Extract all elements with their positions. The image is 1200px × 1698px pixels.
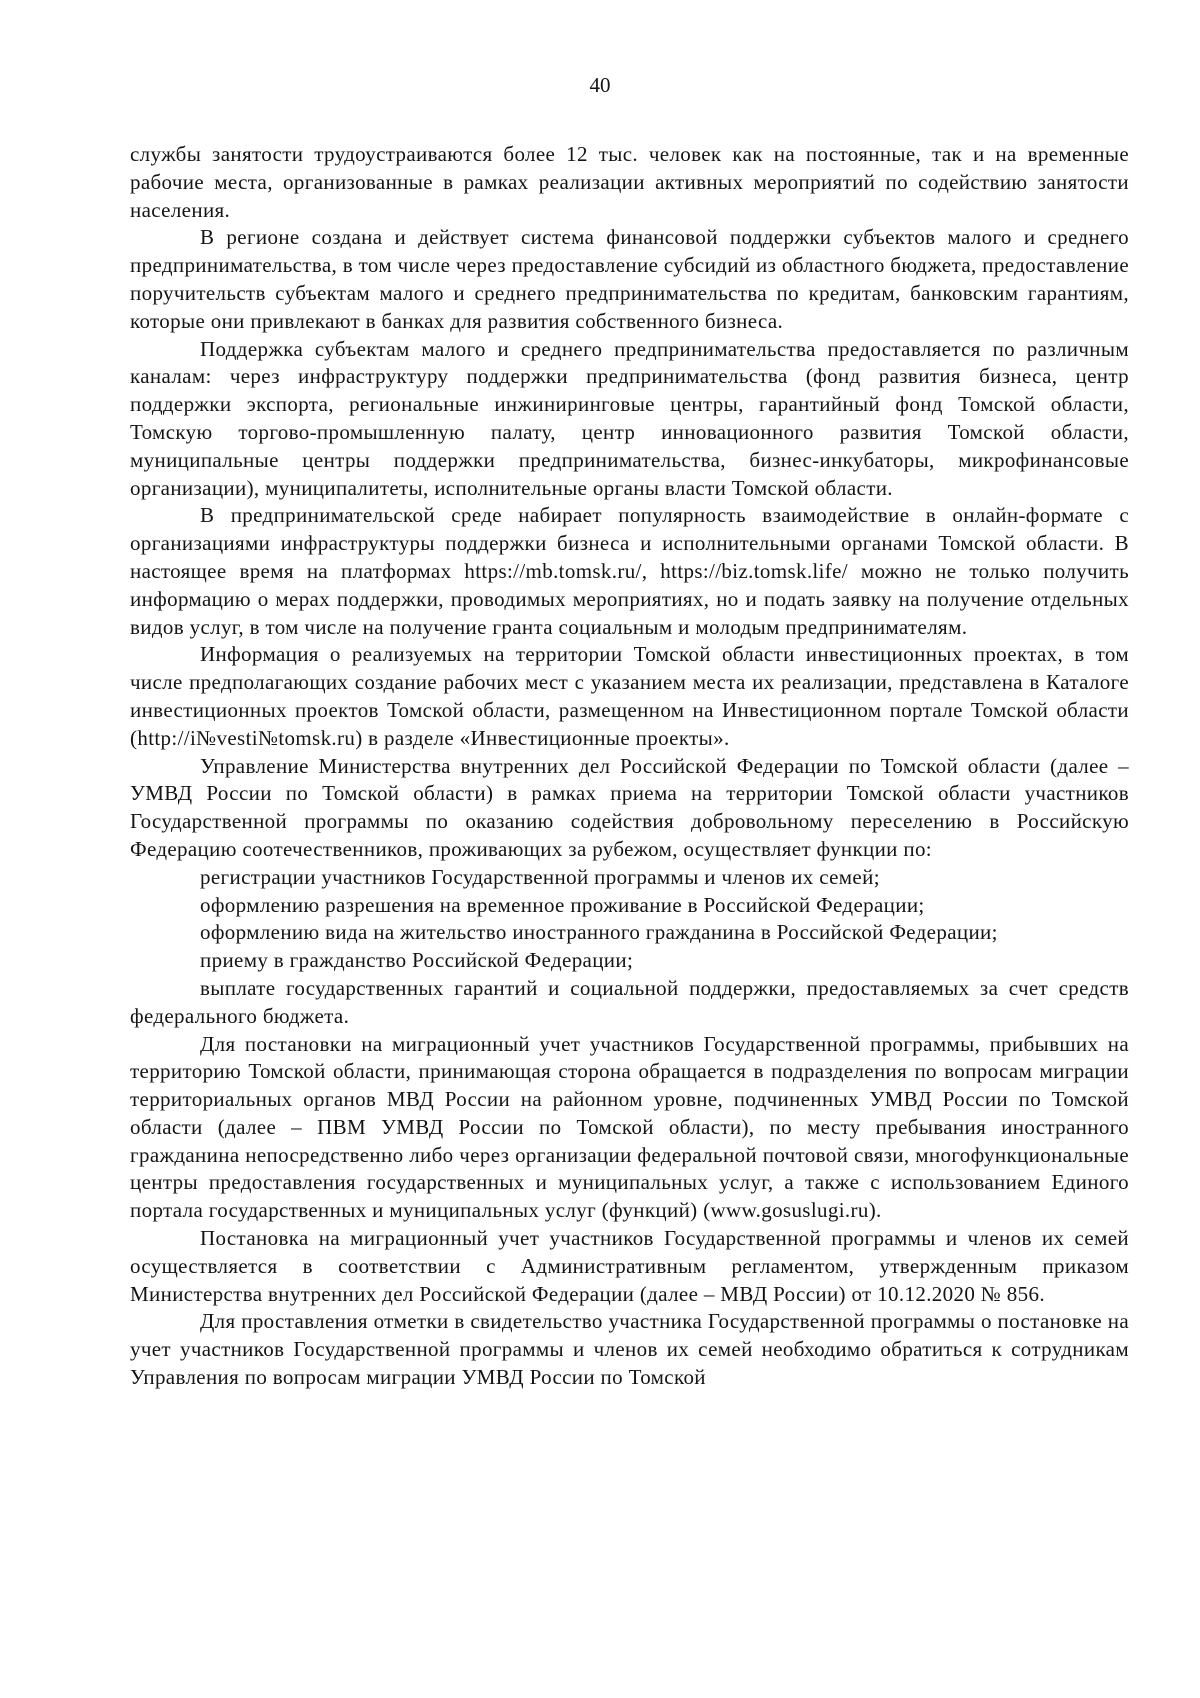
paragraph-migration-registration: Для постановки на миграционный учет участников Государственной программы, прибывших на территорию Томской области, принимающая сторона обращается в подразделения по вопросам миграции территориальных органов МВД России на районном уровне, подчиненных УМВД России по Томской области (далее – ПВМ УМВД России по Томской области), по месту пребывания иностранного гражданина непосредственно либо через организации федеральной почтовой связи, многофункциональные центры предоставления государственных и муниципальных услуг, а также с использованием Единого портала государственных и муниципальных услуг (функций) (www.gosuslugi.ru). [130, 1031, 1129, 1223]
list-item: приему в гражданство Российской Федерации; [200, 948, 634, 973]
paragraph-financial-support: В регионе создана и действует система финансовой поддержки субъектов малого и среднего предпринимательства, в том числе через предоставление субсидий из областного бюджета, предоставление поручительств субъектам малого и среднего предпринимательства по кредитам, банковским гарантиям, которые они привлекают в банках для развития собственного бизнеса. [130, 225, 1129, 333]
document-body [130, 141, 1129, 1392]
paragraph-employment: службы занятости трудоустраиваются более 12 тыс. человек как на постоянные, так и на временные рабочие места, организованные в рамках реализации активных мероприятий по содействию занятости населения. [130, 142, 1129, 222]
paragraph-investment-projects: Информация о реализуемых на территории Томской области инвестиционных проектах, в том числе предполагающих создание рабочих мест с указанием места их реализации, представлена в Каталоге инвестиционных проектов Томской области, размещенном на Инвестиционном портале Томской области (http://i№vesti№tomsk.ru) в разделе «Инвестиционные проекты». [130, 642, 1129, 750]
list-item: выплате государственных гарантий и социальной поддержки, предоставляемых за счет средств федерального бюджета. [130, 975, 1129, 1028]
list-item: оформлению разрешения на временное проживание в Российской Федерации; [200, 892, 925, 917]
list-item: регистрации участников Государственной программы и членов их семей; [200, 864, 880, 889]
paragraph-online-interaction: В предпринимательской среде набирает популярность взаимодействие в онлайн-формате с организациями инфраструктуры поддержки бизнеса и исполнительными органами Томской области. В настоящее время на платформах https://mb.tomsk.ru/, https://biz.tomsk.life/ можно не только получить информацию о мерах поддержки, проводимых мероприятиях, но и подать заявку на получение отдельных видов услуг, в том числе на получение гранта социальным и молодым предпринимателям. [130, 503, 1129, 639]
page-number: 40 [589, 73, 611, 97]
paragraph-umvd-functions: Управление Министерства внутренних дел Российской Федерации по Томской области (далее – УМВД России по Томской области) в рамках приема на территории Томской области участников Государственной программы по оказанию содействия добровольному переселению в Российскую Федерацию соотечественников, проживающих за рубежом, осуществляет функции по: [130, 753, 1129, 861]
paragraph-certificate-mark: Для проставления отметки в свидетельство участника Государственной программы о постановке на учет участников Государственной программы и членов их семей необходимо обратиться к сотрудникам Управления по вопросам миграции УМВД России по Томской [130, 1309, 1129, 1390]
paragraph-support-channels: Поддержка субъектам малого и среднего предпринимательства предоставляется по различным каналам: через инфраструктуру поддержки предпринимательства (фонд развития бизнеса, центр поддержки экспорта, региональные инжиниринговые центры, гарантийный фонд Томской области, Томскую торгово-промышленную палату, центр инновационного развития Томской области, муниципальные центры поддержки предпринимательства, бизнес-инкубаторы, микрофинансовые организации), муниципалитеты, исполнительные органы власти Томской области. [130, 336, 1129, 500]
list-item: оформлению вида на жительство иностранного гражданина в Российской Федерации; [200, 920, 998, 945]
paragraph-administrative-regulation: Постановка на миграционный учет участников Государственной программы и членов их семей осуществляется в соответствии с Административным регламентом, утвержденным приказом Министерства внутренних дел Российской Федерации (далее – МВД России) от 10.12.2020 № 856. [130, 1226, 1129, 1306]
